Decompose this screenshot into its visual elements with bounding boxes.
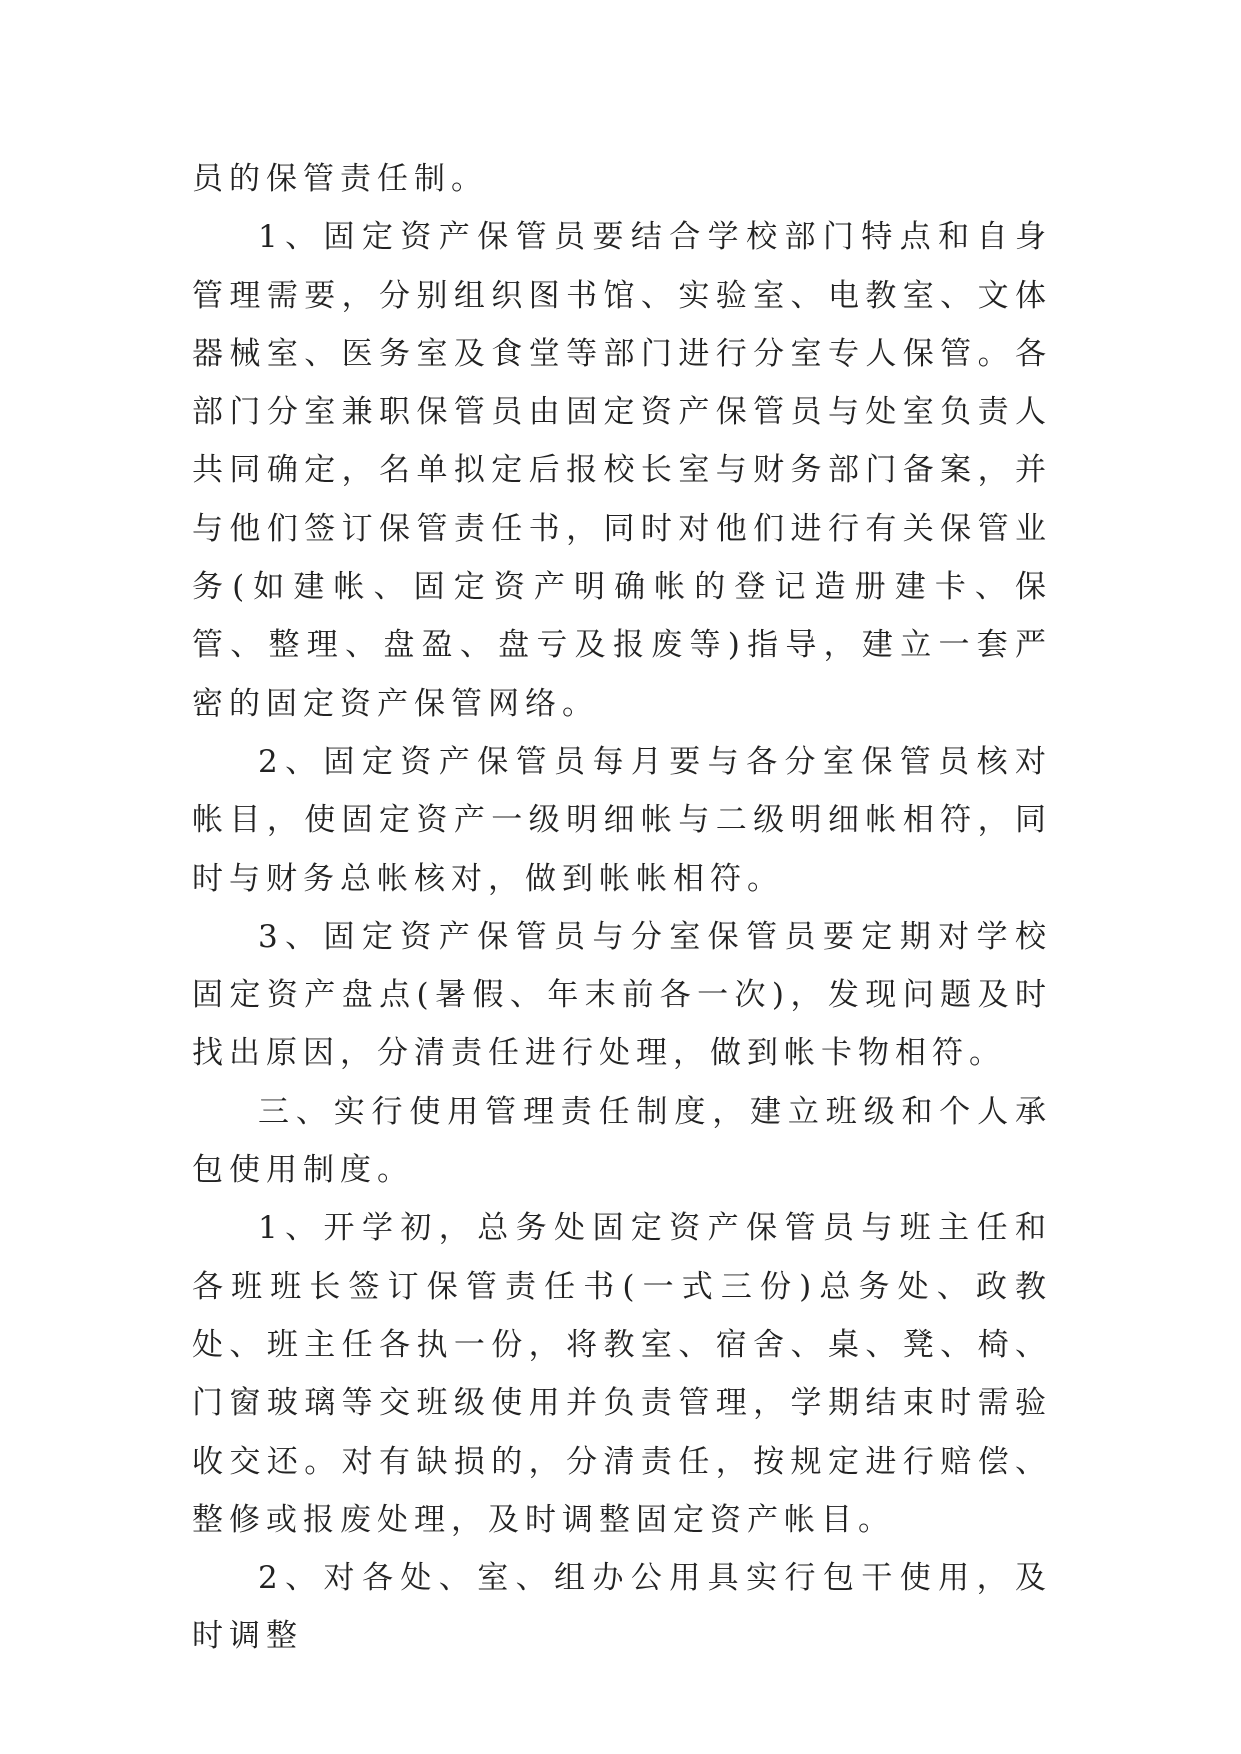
paragraph-item-1-class-responsibility: 1、开学初，总务处固定资产保管员与班主任和各班班长签订保管责任书(一式三份)总务处、政教处、班主任各执一份，将教室、宿舍、桌、凳、椅、门窗玻璃等交班级使用并负责管理，学期结束时需验收交还。对有缺损的，分清责任，按规定进行赔偿、整修或报废处理，及时调整固定资产帐目。 [192,1210,1052,1538]
paragraph-item-1-custodian-structure: 1、固定资产保管员要结合学校部门特点和自身管理需要，分别组织图书馆、实验室、电教室、文体器械室、医务室及食堂等部门进行分室专人保管。各部门分室兼职保管员由固定资产保管员与处室负责人共同确定，名单拟定后报校长室与财务部门备案，并与他们签订保管责任书，同时对他们进行有关保管业务(如建帐、固定资产明确帐的登记造册建卡、保管、整理、盘盈、盘亏及报废等)指导，建立一套严密的固定资产保管网络。 [192,219,1052,722]
paragraph-item-3-periodic-inventory: 3、固定资产保管员与分室保管员要定期对学校固定资产盘点(暑假、年末前各一次)，发现问题及时找出原因，分清责任进行处理，做到帐卡物相符。 [192,918,1052,1072]
paragraph-continuation: 员的保管责任制。 [192,161,488,197]
section-heading-3-usage-responsibility: 三、实行使用管理责任制度，建立班级和个人承包使用制度。 [192,1093,1052,1189]
paragraph-item-2-monthly-reconciliation: 2、固定资产保管员每月要与各分室保管员核对帐目，使固定资产一级明细帐与二级明细帐相符，同时与财务总帐核对，做到帐帐相符。 [192,743,1052,897]
document-body [192,150,1052,1666]
paragraph-item-2-office-equipment: 2、对各处、室、组办公用具实行包干使用，及时调整 [192,1560,1052,1655]
